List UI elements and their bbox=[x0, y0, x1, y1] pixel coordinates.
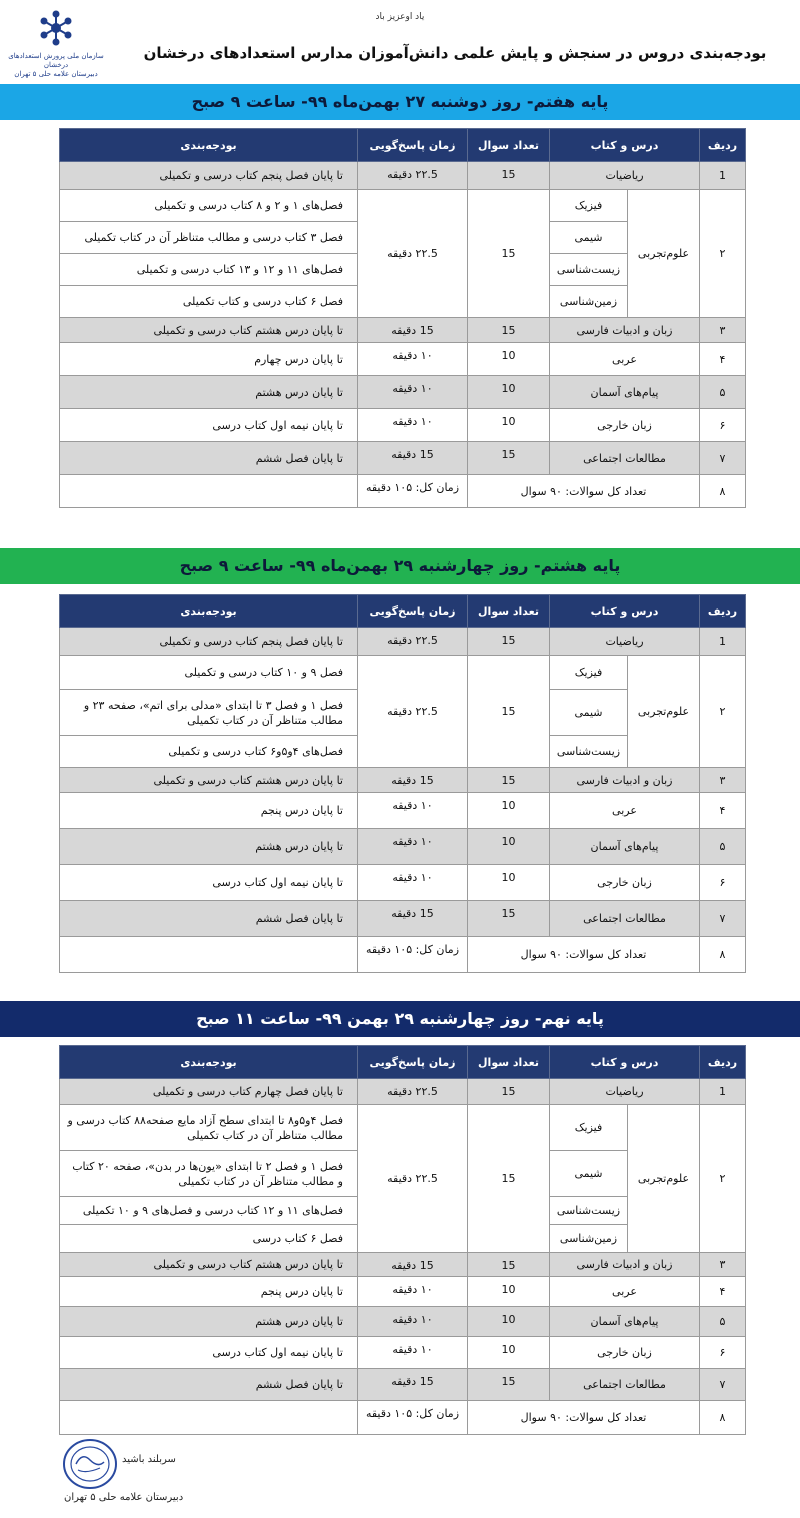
subject: زبان و ادبیات فارسی bbox=[549, 318, 699, 343]
subject: عربی bbox=[549, 1277, 699, 1307]
budget-text: فصل‌های ۱۱ و ۱۲ کتاب درسی و فصل‌های ۹ و ۱۰ تکمیلی bbox=[60, 1197, 358, 1225]
budget-text: تا پایان درس هشتم bbox=[60, 829, 358, 865]
row-number: ۴ bbox=[700, 343, 746, 376]
subject: مطالعات اجتماعی bbox=[549, 901, 699, 937]
subject: ریاضیات bbox=[549, 162, 699, 190]
table-row bbox=[60, 409, 746, 442]
subject: زبان خارجی bbox=[549, 409, 699, 442]
total-questions: تعداد کل سوالات: ۹۰ سوال bbox=[467, 1401, 699, 1435]
row-number: ۲ bbox=[700, 190, 746, 318]
answer-time: ۱۰ دقیقه bbox=[357, 829, 467, 865]
table-row bbox=[60, 162, 746, 190]
budget-text: فصل‌های ۱۱ و ۱۲ و ۱۳ کتاب درسی و تکمیلی bbox=[60, 254, 358, 286]
grade8-banner bbox=[0, 548, 800, 584]
subject: زبان خارجی bbox=[549, 865, 699, 901]
question-count: 10 bbox=[467, 1337, 549, 1369]
question-count: 10 bbox=[467, 409, 549, 442]
col-budget: بودجه‌بندی bbox=[60, 129, 358, 162]
budget-text: تا پایان نیمه اول کتاب درسی bbox=[60, 409, 358, 442]
budget-text: تا پایان درس هشتم کتاب درسی و تکمیلی bbox=[60, 1253, 358, 1277]
budget-text: تا پایان فصل ششم bbox=[60, 901, 358, 937]
subject: علوم‌تجربی bbox=[628, 1105, 700, 1253]
col-dars: درس و کتاب bbox=[549, 1046, 699, 1079]
row-number: ۳ bbox=[700, 1253, 746, 1277]
empty-cell bbox=[60, 475, 358, 508]
col-budget: بودجه‌بندی bbox=[60, 595, 358, 628]
sub-subject: زیست‌شناسی bbox=[549, 1197, 627, 1225]
sub-subject: زیست‌شناسی bbox=[549, 254, 627, 286]
subject: پیام‌های آسمان bbox=[549, 829, 699, 865]
grade7-banner-text: پایه هفتم- روز دوشنبه ۲۷ بهمن‌ماه ۹۹- ساعت ۹ صبح bbox=[191, 92, 609, 111]
total-time: زمان کل: ۱۰۵ دقیقه bbox=[357, 475, 467, 508]
answer-time: ۱۰ دقیقه bbox=[357, 1337, 467, 1369]
budget-text: فصل ۳ کتاب درسی و مطالب متناظر آن در کتاب تکمیلی bbox=[60, 222, 358, 254]
subject: مطالعات اجتماعی bbox=[549, 442, 699, 475]
subject: علوم‌تجربی bbox=[628, 190, 700, 318]
grade7-table bbox=[59, 128, 746, 508]
row-number: ۷ bbox=[700, 1369, 746, 1401]
row-number: ۵ bbox=[700, 376, 746, 409]
subject: زبان و ادبیات فارسی bbox=[549, 768, 699, 793]
budget-text: فصل ۱ و فصل ۲ تا ابتدای «یون‌ها در بدن»، صفحه ۲۰ کتاب و مطالب متناظر آن در کتاب تکمیلی bbox=[60, 1151, 358, 1197]
answer-time: ۱۰ دقیقه bbox=[357, 1307, 467, 1337]
subject: عربی bbox=[549, 793, 699, 829]
budget-text: تا پایان درس هشتم کتاب درسی و تکمیلی bbox=[60, 768, 358, 793]
budget-text: فصل ۶ کتاب درسی و کتاب تکمیلی bbox=[60, 286, 358, 318]
sub-subject: شیمی bbox=[549, 690, 627, 736]
question-count: 15 bbox=[467, 1369, 549, 1401]
budget-text: تا پایان فصل ششم bbox=[60, 1369, 358, 1401]
col-dars: درس و کتاب bbox=[549, 595, 699, 628]
answer-time: ۱۰ دقیقه bbox=[357, 343, 467, 376]
row-number: ۷ bbox=[700, 901, 746, 937]
grade8-banner-text: پایه هشتم- روز چهارشنبه ۲۹ بهمن‌ماه ۹۹- ساعت ۹ صبح bbox=[179, 556, 621, 575]
row-number: ۸ bbox=[700, 1401, 746, 1435]
table-header-row bbox=[60, 129, 746, 162]
table-row-total bbox=[60, 475, 746, 508]
row-number: ۶ bbox=[700, 1337, 746, 1369]
col-tedad: تعداد سوال bbox=[467, 595, 549, 628]
total-time: زمان کل: ۱۰۵ دقیقه bbox=[357, 937, 467, 973]
row-number: ۵ bbox=[700, 829, 746, 865]
sub-subject: زمین‌شناسی bbox=[549, 1225, 627, 1253]
row-number: ۸ bbox=[700, 937, 746, 973]
question-count: 15 bbox=[467, 318, 549, 343]
answer-time: 15 دقیقه bbox=[357, 442, 467, 475]
empty-cell bbox=[60, 937, 358, 973]
budget-text: تا پایان فصل چهارم کتاب درسی و تکمیلی bbox=[60, 1079, 358, 1105]
subject: پیام‌های آسمان bbox=[549, 1307, 699, 1337]
table-header-row bbox=[60, 1046, 746, 1079]
question-count: 10 bbox=[467, 793, 549, 829]
table-row bbox=[60, 793, 746, 829]
col-tedad: تعداد سوال bbox=[467, 1046, 549, 1079]
table-row bbox=[60, 829, 746, 865]
table-row bbox=[60, 318, 746, 343]
sub-subject: زیست‌شناسی bbox=[549, 736, 627, 768]
col-zaman: زمان پاسخ‌گویی bbox=[357, 1046, 467, 1079]
col-tedad: تعداد سوال bbox=[467, 129, 549, 162]
page-title: بودجه‌بندی دروس در سنجش و پایش علمی دانش‌آموزان مدارس استعدادهای درخشان bbox=[143, 44, 767, 62]
col-zaman: زمان پاسخ‌گویی bbox=[357, 595, 467, 628]
subject: ریاضیات bbox=[549, 628, 699, 656]
budget-text: تا پایان نیمه اول کتاب درسی bbox=[60, 865, 358, 901]
row-number: ۶ bbox=[700, 865, 746, 901]
footer-school: دبیرستان علامه حلی ۵ تهران bbox=[64, 1492, 184, 1503]
table-row bbox=[60, 343, 746, 376]
budget-text: تا پایان درس هشتم bbox=[60, 376, 358, 409]
total-time: زمان کل: ۱۰۵ دقیقه bbox=[357, 1401, 467, 1435]
answer-time: ۲۲.5 دقیقه bbox=[357, 162, 467, 190]
grade9-banner bbox=[0, 1001, 800, 1037]
budget-text: فصل‌های ۱ و ۲ و ۸ کتاب درسی و تکمیلی bbox=[60, 190, 358, 222]
table-row bbox=[60, 1369, 746, 1401]
budget-text: فصل ۴و۵و۸ تا ابتدای سطح آزاد مایع صفحه۸۸ کتاب درسی و مطالب متناظر آن در کتاب تکمیلی bbox=[60, 1105, 358, 1151]
answer-time: ۲۲.5 دقیقه bbox=[357, 1105, 467, 1253]
subject: زبان خارجی bbox=[549, 1337, 699, 1369]
school-seal bbox=[60, 1430, 200, 1514]
budget-text: فصل ۱ و فصل ۳ تا ابتدای «مدلی برای اتم»، صفحه ۲۳ و مطالب متناظر آن در کتاب تکمیلی bbox=[60, 690, 358, 736]
subject: مطالعات اجتماعی bbox=[549, 1369, 699, 1401]
sub-subject: فیزیک bbox=[549, 1105, 627, 1151]
subject: علوم‌تجربی bbox=[628, 656, 700, 768]
budget-text: تا پایان فصل پنجم کتاب درسی و تکمیلی bbox=[60, 162, 358, 190]
subject: زبان و ادبیات فارسی bbox=[549, 1253, 699, 1277]
sub-subject: شیمی bbox=[549, 222, 627, 254]
table-row bbox=[60, 656, 746, 690]
budget-text: تا پایان درس پنجم bbox=[60, 793, 358, 829]
subject: عربی bbox=[549, 343, 699, 376]
school-name-header: دبیرستان علامه حلی ۵ تهران bbox=[14, 70, 98, 78]
budget-text: تا پایان درس هشتم کتاب درسی و تکمیلی bbox=[60, 318, 358, 343]
answer-time: ۲۲.5 دقیقه bbox=[357, 656, 467, 768]
question-count: 10 bbox=[467, 343, 549, 376]
question-count: 15 bbox=[467, 768, 549, 793]
table-row bbox=[60, 1105, 746, 1151]
question-count: 15 bbox=[467, 190, 549, 318]
budget-text: تا پایان درس چهارم bbox=[60, 343, 358, 376]
table-row bbox=[60, 376, 746, 409]
row-number: ۴ bbox=[700, 793, 746, 829]
budget-text: فصل ۶ کتاب درسی bbox=[60, 1225, 358, 1253]
row-number: ۸ bbox=[700, 475, 746, 508]
row-number: ۳ bbox=[700, 318, 746, 343]
answer-time: ۱۰ دقیقه bbox=[357, 409, 467, 442]
answer-time: 15 دقیقه bbox=[357, 901, 467, 937]
total-questions: تعداد کل سوالات: ۹۰ سوال bbox=[467, 937, 699, 973]
grade7-banner bbox=[0, 84, 800, 120]
question-count: 15 bbox=[467, 1079, 549, 1105]
question-count: 15 bbox=[467, 162, 549, 190]
footer-motto: سربلند باشید bbox=[122, 1454, 176, 1465]
sub-subject: فیزیک bbox=[549, 656, 627, 690]
question-count: 15 bbox=[467, 656, 549, 768]
question-count: 15 bbox=[467, 901, 549, 937]
col-budget: بودجه‌بندی bbox=[60, 1046, 358, 1079]
table-row bbox=[60, 768, 746, 793]
row-number: 1 bbox=[700, 628, 746, 656]
answer-time: ۱۰ دقیقه bbox=[357, 865, 467, 901]
budget-text: تا پایان فصل پنجم کتاب درسی و تکمیلی bbox=[60, 628, 358, 656]
table-row bbox=[60, 628, 746, 656]
answer-time: ۱۰ دقیقه bbox=[357, 376, 467, 409]
row-number: ۷ bbox=[700, 442, 746, 475]
grade8-table bbox=[59, 594, 746, 973]
table-row bbox=[60, 901, 746, 937]
answer-time: ۱۰ دقیقه bbox=[357, 1277, 467, 1307]
question-count: 15 bbox=[467, 442, 549, 475]
question-count: 10 bbox=[467, 1277, 549, 1307]
answer-time: 15 دقیقه bbox=[357, 768, 467, 793]
answer-time: ۲۲.5 دقیقه bbox=[357, 190, 467, 318]
row-number: ۲ bbox=[700, 1105, 746, 1253]
table-row bbox=[60, 442, 746, 475]
motto-top: یاد اوعزیز باد bbox=[375, 12, 425, 22]
snowflake-logo-icon bbox=[36, 8, 76, 48]
table-row bbox=[60, 1337, 746, 1369]
table-row-total bbox=[60, 937, 746, 973]
org-logo bbox=[6, 8, 106, 82]
answer-time: ۲۲.5 دقیقه bbox=[357, 1079, 467, 1105]
sub-subject: فیزیک bbox=[549, 190, 627, 222]
subject: ریاضیات bbox=[549, 1079, 699, 1105]
row-number: ۲ bbox=[700, 656, 746, 768]
budget-text: تا پایان درس هشتم bbox=[60, 1307, 358, 1337]
table-row bbox=[60, 1277, 746, 1307]
budget-text: تا پایان فصل ششم bbox=[60, 442, 358, 475]
col-zaman: زمان پاسخ‌گویی bbox=[357, 129, 467, 162]
question-count: 15 bbox=[467, 628, 549, 656]
col-radif: ردیف bbox=[700, 595, 746, 628]
budget-text: تا پایان نیمه اول کتاب درسی bbox=[60, 1337, 358, 1369]
row-number: ۶ bbox=[700, 409, 746, 442]
col-dars: درس و کتاب bbox=[549, 129, 699, 162]
table-row bbox=[60, 865, 746, 901]
row-number: 1 bbox=[700, 162, 746, 190]
answer-time: 15 دقیقه bbox=[357, 1253, 467, 1277]
question-count: 10 bbox=[467, 865, 549, 901]
table-row bbox=[60, 1079, 746, 1105]
question-count: 10 bbox=[467, 376, 549, 409]
budget-text: فصل‌های ۴و۵و۶ کتاب درسی و تکمیلی bbox=[60, 736, 358, 768]
grade9-table bbox=[59, 1045, 746, 1435]
col-radif: ردیف bbox=[700, 1046, 746, 1079]
table-header-row bbox=[60, 595, 746, 628]
sub-subject: شیمی bbox=[549, 1151, 627, 1197]
budget-text: تا پایان درس پنجم bbox=[60, 1277, 358, 1307]
table-row bbox=[60, 190, 746, 222]
answer-time: 15 دقیقه bbox=[357, 1369, 467, 1401]
org-name: سازمان ملی پرورش استعدادهای درخشان bbox=[8, 52, 104, 69]
table-row bbox=[60, 1253, 746, 1277]
question-count: 10 bbox=[467, 829, 549, 865]
question-count: 15 bbox=[467, 1253, 549, 1277]
table-row bbox=[60, 1307, 746, 1337]
answer-time: 15 دقیقه bbox=[357, 318, 467, 343]
question-count: 10 bbox=[467, 1307, 549, 1337]
col-radif: ردیف bbox=[700, 129, 746, 162]
answer-time: ۱۰ دقیقه bbox=[357, 793, 467, 829]
row-number: 1 bbox=[700, 1079, 746, 1105]
question-count: 15 bbox=[467, 1105, 549, 1253]
answer-time: ۲۲.5 دقیقه bbox=[357, 628, 467, 656]
row-number: ۴ bbox=[700, 1277, 746, 1307]
row-number: ۵ bbox=[700, 1307, 746, 1337]
row-number: ۳ bbox=[700, 768, 746, 793]
subject: پیام‌های آسمان bbox=[549, 376, 699, 409]
total-questions: تعداد کل سوالات: ۹۰ سوال bbox=[467, 475, 699, 508]
budget-text: فصل ۹ و ۱۰ کتاب درسی و تکمیلی bbox=[60, 656, 358, 690]
sub-subject: زمین‌شناسی bbox=[549, 286, 627, 318]
page-header bbox=[0, 0, 800, 84]
grade9-banner-text: پایه نهم- روز چهارشنبه ۲۹ بهمن ۹۹- ساعت ۱۱ صبح bbox=[196, 1009, 604, 1028]
